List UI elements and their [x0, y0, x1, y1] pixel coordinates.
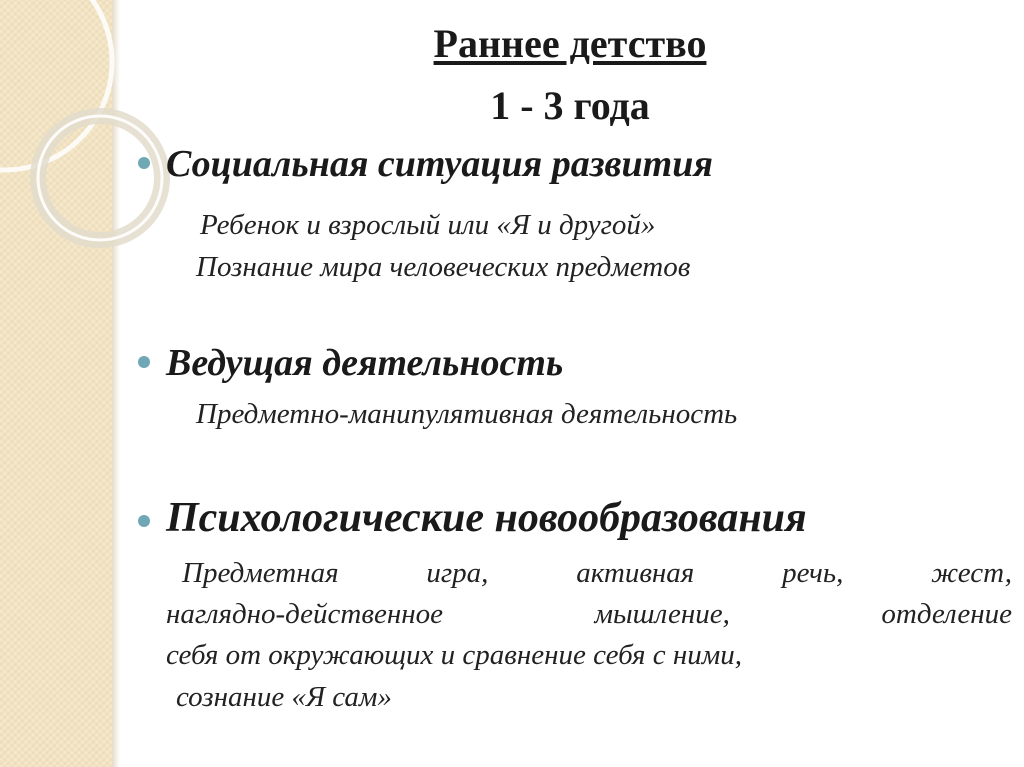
section-text-line: наглядно-действенное мышление, отделение	[166, 598, 1012, 630]
section-heading-social-situation: Социальная ситуация развития	[166, 143, 713, 185]
section-text-line: Познание мира человеческих предметов	[196, 251, 691, 283]
section-text-line: сознание «Я сам»	[176, 681, 392, 713]
section-heading-leading-activity: Ведущая деятельность	[166, 342, 564, 384]
bullet-icon	[138, 515, 150, 527]
section-heading-psychological-formations: Психологические новообразования	[166, 495, 807, 541]
section-text-line: Предметная игра, активная речь, жест,	[182, 557, 1012, 589]
slide-title: Раннее детство	[433, 21, 707, 66]
section-text-line: Предметно-манипулятивная деятельность	[196, 398, 738, 430]
section-text-line: Ребенок и взрослый или «Я и другой»	[200, 209, 656, 241]
bullet-icon	[138, 157, 150, 169]
slide-subtitle-age: 1 - 3 года	[490, 83, 650, 128]
section-text-line: себя от окружающих и сравнение себя с ними,	[166, 639, 742, 671]
bullet-icon	[138, 356, 150, 368]
